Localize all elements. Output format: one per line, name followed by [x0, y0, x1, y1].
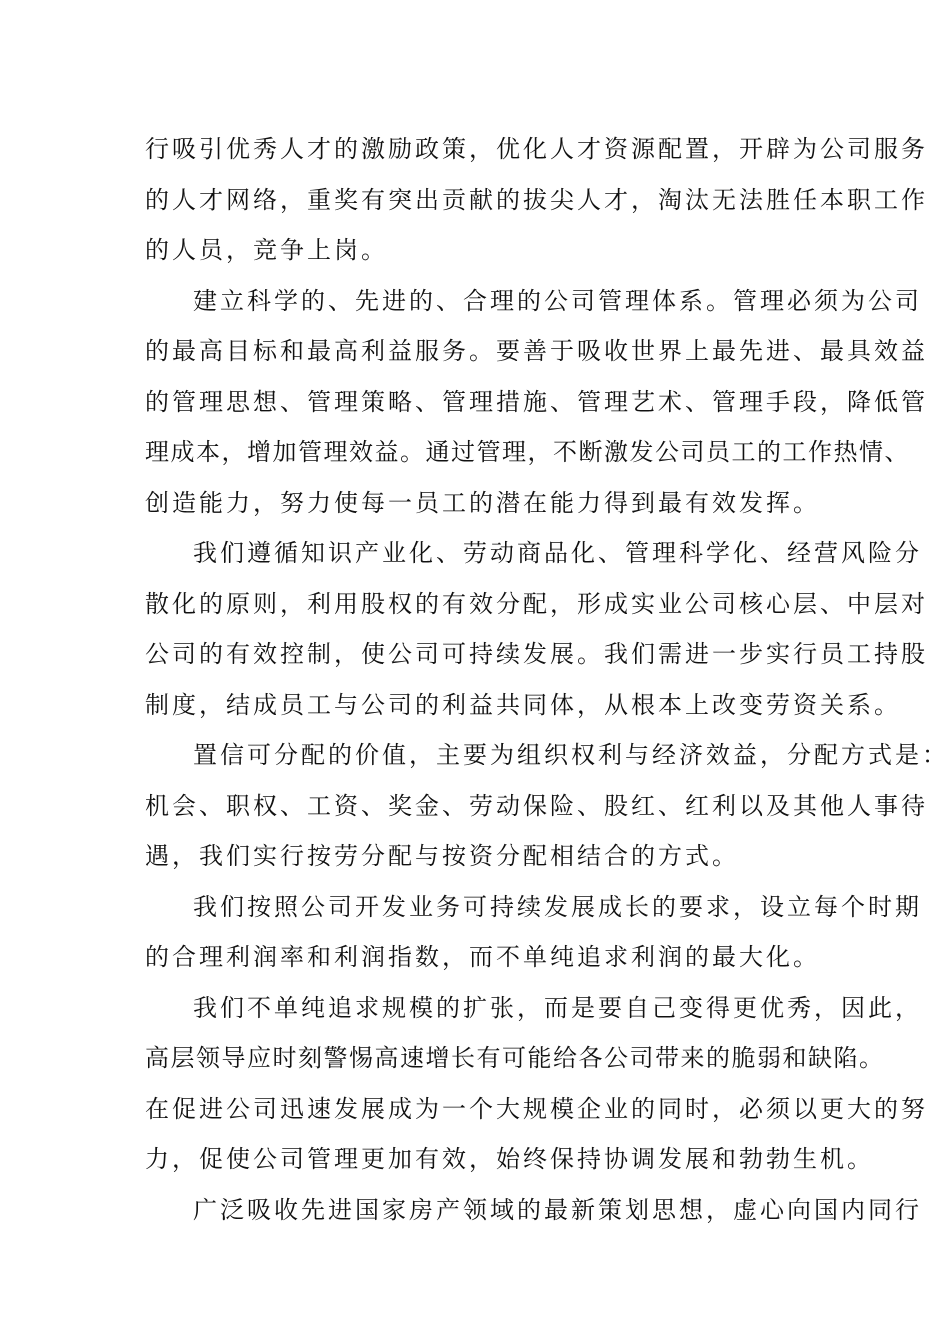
text-line: 的合理利润率和利润指数，而不单纯追求利润的最大化。 [145, 943, 820, 971]
text-line: 的最高目标和最高利益服务。要善于吸收世界上最先进、最具效益 [145, 337, 928, 365]
text-line: 创造能力，努力使每一员工的潜在能力得到最有效发挥。 [145, 488, 820, 517]
text-line: 的管理思想、管理策略、管理措施、管理艺术、管理手段，降低管 [145, 387, 928, 416]
document-body [145, 124, 949, 1235]
paragraph-start-line: 建立科学的、先进的、合理的公司管理体系。管理必须为公司 [193, 286, 922, 315]
text-line: 散化的原则，利用股权的有效分配，形成实业公司核心层、中层对 [145, 589, 928, 618]
text-line: 的人才网络，重奖有突出贡献的拔尖人才，淘汰无法胜任本职工作 [145, 185, 928, 214]
text-line: 在促进公司迅速发展成为一个大规模企业的同时，必须以更大的努 [145, 1094, 928, 1123]
text-line: 制度，结成员工与公司的利益共同体，从根本上改变劳资关系。 [145, 690, 901, 719]
paragraph-start-line: 我们按照公司开发业务可持续发展成长的要求，设立每个时期 [193, 892, 922, 921]
paragraph-start-line: 广泛吸收先进国家房产领域的最新策划思想，虚心向国内同行 [193, 1195, 922, 1224]
paragraph-start-line: 置信可分配的价值，主要为组织权利与经济效益，分配方式是： [193, 741, 949, 769]
text-line: 力，促使公司管理更加有效，始终保持协调发展和勃勃生机。 [145, 1145, 874, 1173]
text-line: 理成本，增加管理效益。通过管理，不断激发公司员工的工作热情、 [145, 438, 910, 466]
text-line: 高层领导应时刻警惕高速增长有可能给各公司带来的脆弱和缺陷。 [145, 1044, 885, 1072]
paragraph-start-line: 我们不单纯追求规模的扩张，而是要自己变得更优秀，因此， [193, 993, 922, 1022]
text-line: 行吸引优秀人才的激励政策，优化人才资源配置，开辟为公司服务 [145, 135, 928, 163]
paragraph-start-line: 我们遵循知识产业化、劳动商品化、管理科学化、经营风险分 [193, 539, 922, 567]
text-line: 公司的有效控制，使公司可持续发展。我们需进一步实行员工持股 [145, 640, 928, 668]
text-line: 机会、职权、工资、奖金、劳动保险、股红、红利以及其他人事待 [145, 791, 928, 820]
text-line: 的人员，竞争上岗。 [145, 236, 388, 264]
text-line: 遇，我们实行按劳分配与按资分配相结合的方式。 [145, 842, 739, 870]
